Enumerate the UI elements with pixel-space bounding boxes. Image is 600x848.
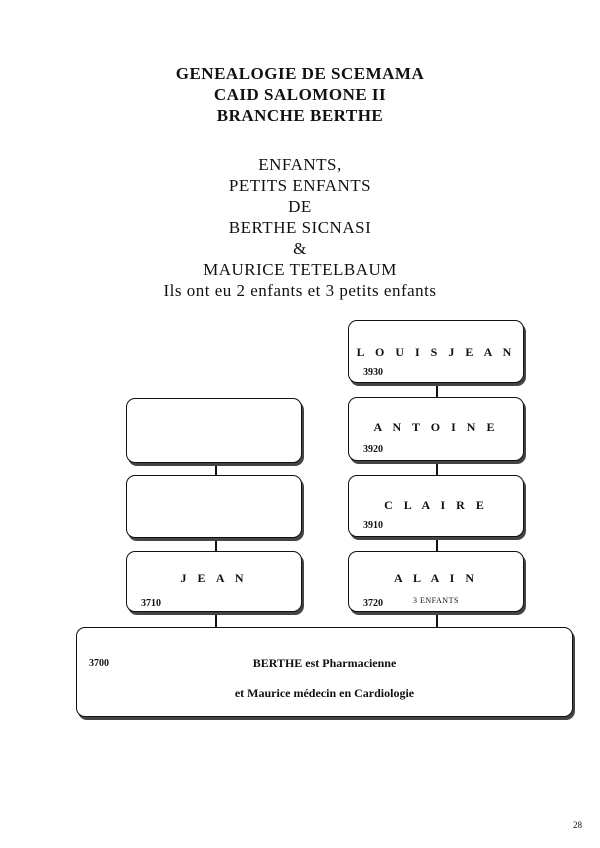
connector-left-3 [215, 612, 217, 627]
tree-node-antoine [348, 397, 524, 461]
connector-left-1 [215, 463, 217, 475]
connector-right-4 [436, 612, 438, 627]
subtitle-line-7: Ils ont eu 2 enfants et 3 petits enfants [163, 281, 437, 300]
connector-right-2 [436, 461, 438, 475]
tree-node-root-berthe [76, 627, 573, 717]
subtitle-line-3: DE [288, 197, 312, 216]
subtitle-line-4: BERTHE SICNASI [228, 218, 372, 237]
node-number: 3720 [363, 598, 383, 609]
tree-node-claire [348, 475, 524, 537]
node-number: 3910 [363, 520, 383, 531]
subtitle-line-2: PETITS ENFANTS [228, 176, 372, 195]
subtitle-line-6: MAURICE TETELBAUM [203, 260, 397, 279]
node-number: 3710 [141, 598, 161, 609]
root-number: 3700 [89, 658, 109, 669]
subtitle-line-1: ENFANTS, [258, 155, 342, 174]
node-name: A N T O I N E [373, 420, 499, 434]
node-children-note: 3 ENFANTS [413, 596, 459, 605]
connector-right-1 [436, 383, 438, 397]
page-title-line-1: GENEALOGIE DE SCEMAMA [175, 64, 425, 83]
tree-node-jean [126, 551, 302, 612]
root-line-2: et Maurice médecin en Cardiologie [234, 686, 415, 700]
connector-right-3 [436, 537, 438, 551]
node-name: A L A I N [393, 571, 479, 585]
connector-left-2 [215, 538, 217, 551]
tree-node-alain [348, 551, 524, 612]
page-title-line-3: BRANCHE BERTHE [216, 106, 384, 125]
tree-node-louis-jean [348, 320, 524, 383]
node-name: C L A I R E [384, 498, 488, 512]
root-line-1: BERTHE est Pharmacienne [252, 656, 397, 670]
subtitle-line-5: & [293, 239, 307, 258]
node-name: J E A N [180, 571, 248, 585]
tree-node-empty-1 [126, 398, 302, 463]
node-number: 3920 [363, 444, 383, 455]
node-name: L O U I S J E A N [356, 345, 516, 359]
page-number: 28 [573, 820, 582, 830]
tree-node-empty-2 [126, 475, 302, 538]
page-title-line-2: CAID SALOMONE II [213, 85, 387, 104]
node-number: 3930 [363, 367, 383, 378]
